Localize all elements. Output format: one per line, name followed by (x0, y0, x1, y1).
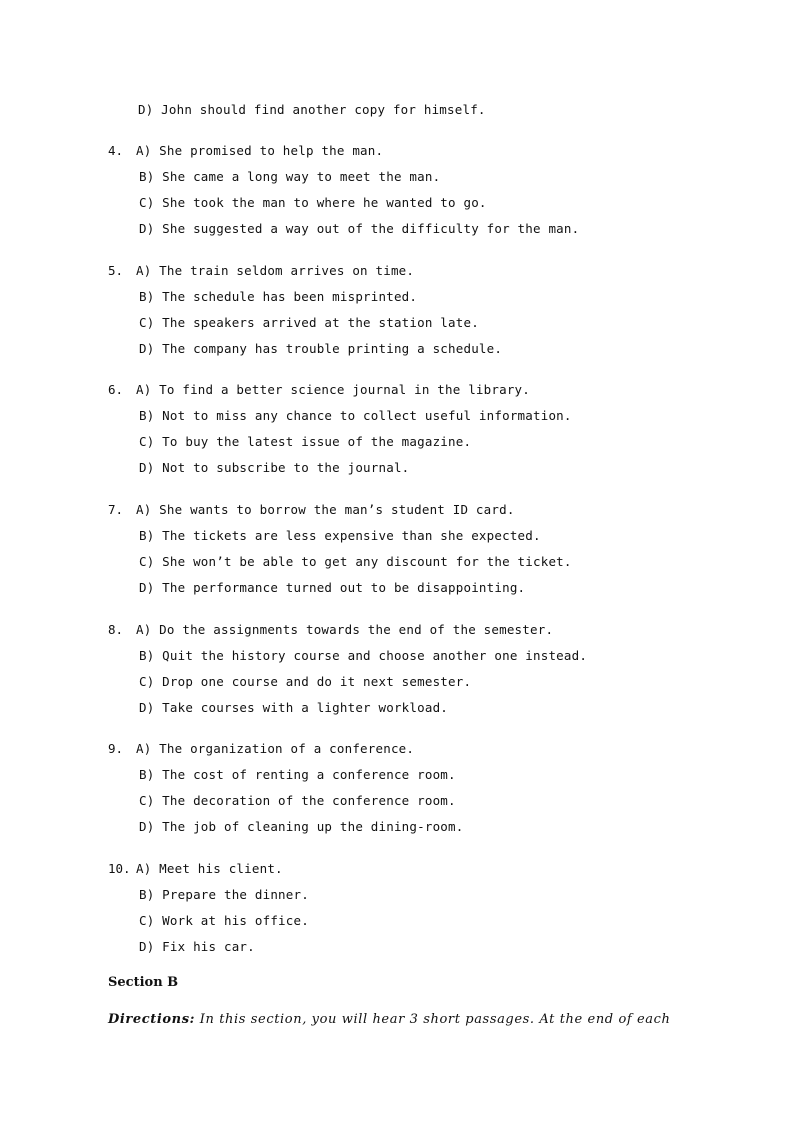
question-option: B) She came a long way to meet the man. (139, 169, 441, 184)
question-option: D) Fix his car. (139, 939, 255, 954)
question-number: 7. (108, 502, 124, 517)
section-heading: Section B (108, 975, 179, 990)
question-option: B) Prepare the dinner. (139, 887, 309, 902)
question-option: D) Take courses with a lighter workload. (139, 700, 449, 715)
question-option: D) The job of cleaning up the dining-room. (139, 819, 464, 834)
question-number: 8. (108, 622, 124, 637)
question-option: A) She wants to borrow the man’s student ID card. (136, 502, 515, 517)
question-option: B) The cost of renting a conference room. (139, 767, 456, 782)
question-option: C) She took the man to where he wanted to go. (139, 195, 487, 210)
question-option: D) Not to subscribe to the journal. (139, 460, 410, 475)
question-number: 9. (108, 741, 124, 756)
question-option: C) She won’t be able to get any discount for the ticket. (139, 554, 572, 569)
question-option: B) The tickets are less expensive than she expected. (139, 528, 541, 543)
q3-option-d: D) John should find another copy for himself. (138, 102, 486, 117)
question-option: B) The schedule has been misprinted. (139, 289, 418, 304)
question-option: B) Quit the history course and choose another one instead. (139, 648, 588, 663)
directions-text: In this section, you will hear 3 short passages. At the end of each (195, 1012, 671, 1027)
question-option: A) The organization of a conference. (136, 741, 415, 756)
question-option: A) The train seldom arrives on time. (136, 263, 415, 278)
question-option: C) The speakers arrived at the station late. (139, 315, 479, 330)
section-directions (108, 1012, 698, 1028)
question-option: A) To find a better science journal in the library. (136, 382, 531, 397)
question-option: C) Work at his office. (139, 913, 309, 928)
question-option: C) The decoration of the conference room. (139, 793, 456, 808)
question-number: 6. (108, 382, 124, 397)
question-number: 10. (108, 861, 131, 876)
question-option: B) Not to miss any chance to collect useful information. (139, 408, 572, 423)
question-option: D) The performance turned out to be disappointing. (139, 580, 526, 595)
question-option: A) She promised to help the man. (136, 143, 384, 158)
question-option: C) Drop one course and do it next semester. (139, 674, 472, 689)
question-option: A) Meet his client. (136, 861, 283, 876)
directions-label: Directions: (108, 1012, 196, 1027)
question-option: D) She suggested a way out of the difficulty for the man. (139, 221, 580, 236)
question-option: A) Do the assignments towards the end of the semester. (136, 622, 554, 637)
question-number: 4. (108, 143, 124, 158)
question-number: 5. (108, 263, 124, 278)
question-option: C) To buy the latest issue of the magazine. (139, 434, 472, 449)
question-option: D) The company has trouble printing a schedule. (139, 341, 503, 356)
